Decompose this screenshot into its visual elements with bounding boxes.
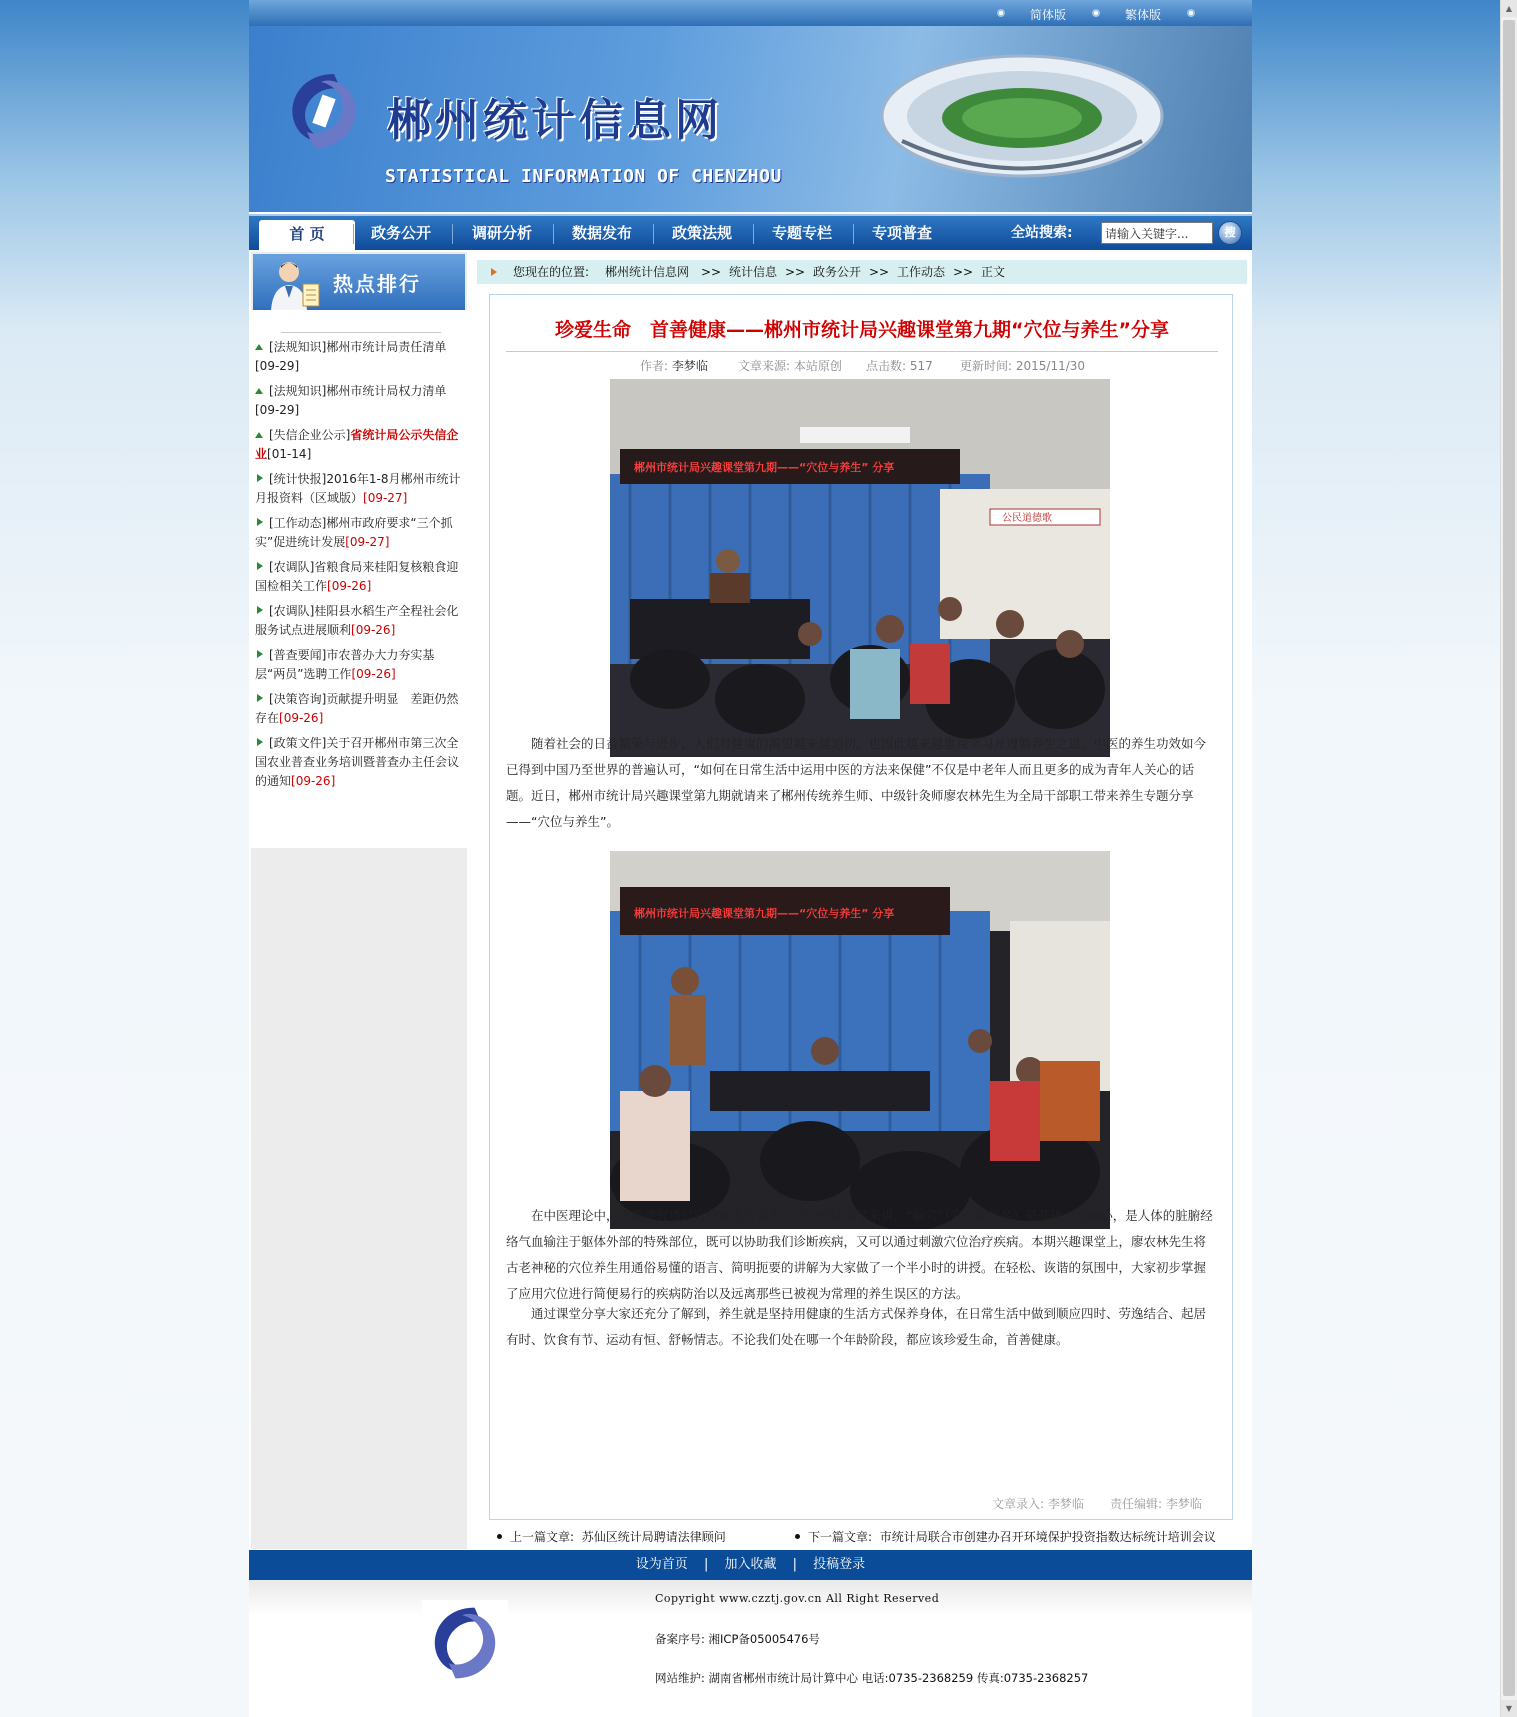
- set-homepage-link[interactable]: 设为首页: [635, 1557, 688, 1572]
- footer-logo-icon: [421, 1600, 509, 1686]
- right-arrow-icon: [257, 474, 263, 482]
- hot-list-item[interactable]: [255, 470, 463, 508]
- hot-item-title[interactable]: [工作动态]郴州市政府要求“三个抓实”促进统计发展: [255, 516, 453, 549]
- hot-list-item[interactable]: [255, 426, 463, 464]
- hot-list-item[interactable]: [255, 690, 463, 728]
- prev-article-link[interactable]: 苏仙区统计局聘请法律顾问: [581, 1530, 726, 1544]
- simplified-link[interactable]: 简体版: [1030, 8, 1067, 22]
- hot-list-item[interactable]: [255, 514, 463, 552]
- article-box: [489, 294, 1233, 1520]
- hot-list-item[interactable]: [255, 734, 463, 791]
- prev-article[interactable]: 上一篇文章: 苏仙区统计局聘请法律顾问: [497, 1528, 726, 1545]
- add-favorite-link[interactable]: 加入收藏: [724, 1557, 777, 1572]
- site-title: 郴州统计信息网: [387, 95, 723, 146]
- hot-item-title[interactable]: [决策咨询]贡献提升明显 差距仍然存在: [255, 692, 459, 725]
- bullet-icon: [795, 1534, 800, 1539]
- article-title: 珍爱生命 首善健康——郴州市统计局兴趣课堂第九期“穴位与养生”分享: [555, 319, 1169, 341]
- right-arrow-icon: [257, 518, 263, 526]
- hot-item-date: [09-26]: [351, 623, 396, 637]
- bullet-icon: [997, 9, 1005, 17]
- hot-item-title[interactable]: [农调队]桂阳县水稻生产全程社会化服务试点进展顺利: [255, 604, 459, 637]
- header-banner: [249, 26, 1252, 212]
- breadcrumb-label: 您现在的位置:: [513, 265, 590, 279]
- nav-research[interactable]: 调研分析: [471, 224, 532, 242]
- article-source: 文章来源: 本站原创: [738, 359, 842, 373]
- nav-policy[interactable]: 政策法规: [671, 224, 732, 242]
- search-label: 全站搜索:: [1011, 225, 1073, 241]
- hot-item-title[interactable]: [政策文件]关于召开郴州市第三次全国农业普查业务培训暨普查办主任会议的通知: [255, 736, 460, 788]
- breadcrumb-home[interactable]: 郴州统计信息网: [605, 265, 690, 279]
- hot-item-title[interactable]: [法规知识]郴州市统计局权力清单: [269, 384, 447, 398]
- breadcrumb-current: 正文: [981, 265, 1006, 279]
- sidebar: [251, 252, 467, 1549]
- breadcrumb-news[interactable]: 工作动态: [897, 265, 946, 279]
- hot-item-title[interactable]: [法规知识]郴州市统计局责任清单: [269, 340, 447, 354]
- link-separator: |: [792, 1557, 798, 1572]
- bullet-icon: [1092, 9, 1100, 17]
- article-paragraph-3: 通过课堂分享大家还充分了解到，养生就是坚持用健康的生活方式保养身体，在日常生活中做到顺应四时、劳逸结合、起居有时、饮食有节、运动有恒、舒畅情志。不论我们处在哪一个年龄阶段，都应该珍爱生命，首善健康。: [506, 1306, 1207, 1347]
- hot-item-title[interactable]: [普查要闻]市农普办大力夯实基层“两员”选聘工作: [255, 648, 435, 681]
- up-arrow-icon: [255, 388, 263, 394]
- classroom-photo-2: [610, 851, 1110, 1229]
- svg-text:公民道德歌: 公民道德歌: [1002, 513, 1052, 524]
- main-nav: [249, 214, 1252, 250]
- hot-list-item[interactable]: [255, 646, 463, 684]
- hot-item-date: [09-26]: [291, 774, 336, 788]
- hot-item-date: [09-29]: [255, 403, 300, 417]
- hot-item-date: [09-27]: [363, 491, 408, 505]
- hot-item-title[interactable]: [统计快报]2016年1-8月郴州市统计月报资料（区域版）: [255, 472, 461, 505]
- footer-links: [249, 1550, 1252, 1580]
- article-entry: 文章录入: 李梦临: [992, 1497, 1084, 1511]
- breadcrumb-stats[interactable]: 统计信息: [729, 265, 778, 279]
- maintainer-text: 网站维护: 湖南省郴州市统计局计算中心 电话:0735-2368259 传真:0735-2368257: [655, 1671, 1089, 1685]
- breadcrumb-sep: >>: [869, 265, 890, 279]
- scroll-up-icon[interactable]: ▲: [1501, 0, 1517, 17]
- hot-item-category: [失信企业公示]: [269, 428, 351, 442]
- vertical-scrollbar[interactable]: [1500, 0, 1517, 1717]
- breadcrumb-sep: >>: [701, 265, 722, 279]
- nav-census[interactable]: 专项普查: [871, 224, 932, 242]
- page-container: [249, 0, 1252, 1717]
- hot-ranking-header: [253, 254, 465, 310]
- stadium-image: [872, 46, 1172, 186]
- hot-list-item[interactable]: [255, 602, 463, 640]
- right-arrow-icon: [257, 562, 263, 570]
- hot-item-title[interactable]: 省统计局公示失信企业: [255, 428, 459, 461]
- next-article-link[interactable]: 市统计局联合市创建办召开环境保护投资指数达标统计培训会议: [879, 1530, 1216, 1544]
- link-separator: |: [703, 1557, 709, 1572]
- classroom-photo-1: [610, 379, 1110, 757]
- search-button[interactable]: 搜: [1218, 221, 1242, 245]
- nav-divider: [452, 224, 453, 244]
- scroll-down-icon[interactable]: ▼: [1501, 1700, 1517, 1717]
- article-paragraph-2: 在中医理论中，主要讲究通过穴位来进行养生。从中医针灸学来讲，“腧穴”（穴位的学名）是基础、是核心，是人体的脏腑经络气血输注于躯体外部的特殊部位，既可以协助我们诊断疾病，又可以通过刺激穴位治疗疾病。本期兴趣课堂上，廖农林先生将古老神秘的穴位养生用通俗易懂的语言、简明扼要的讲解为大家做了一个半小时的讲授。在轻松、诙谐的氛围中，大家初步掌握了应用穴位进行简便易行的疾病防治以及远离那些已被视为常理的养生误区的方法。: [506, 1208, 1213, 1301]
- up-arrow-icon: [255, 344, 263, 350]
- icp-text: 备案序号: 湘ICP备05005476号: [655, 1632, 820, 1646]
- site-subtitle: STATISTICAL INFORMATION OF CHENZHOU: [385, 166, 782, 187]
- nav-home[interactable]: 首 页: [259, 220, 355, 250]
- hot-item-date: [09-26]: [351, 667, 396, 681]
- right-arrow-icon: [257, 694, 263, 702]
- article-paragraph-1: 随着社会的日益繁荣与进步，人们对健康的渴望越来越迫切，也因此越来越重视学习并遵循养生之道。中医的养生功效如今已得到中国乃至世界的普遍认可，“如何在日常生活中运用中医的方法来保健”不仅是中老年人而且更多的成为青年人关心的话题。近日，郴州市统计局兴趣课堂第九期就请来了郴州传统养生师、中级针灸师廖农林先生为全局干部职工带来养生专题分享——“穴位与养生”。: [506, 736, 1207, 829]
- footer: [249, 1580, 1252, 1700]
- title-divider: [506, 351, 1218, 352]
- article-hits: 点击数: 517: [866, 359, 933, 373]
- right-arrow-icon: [257, 738, 263, 746]
- up-arrow-icon: [255, 432, 263, 438]
- article-updated: 更新时间: 2015/11/30: [960, 359, 1086, 373]
- hot-item-date: [09-27]: [345, 535, 390, 549]
- bullet-icon: [497, 1534, 502, 1539]
- traditional-link[interactable]: 繁体版: [1125, 8, 1162, 22]
- right-arrow-icon: [257, 650, 263, 658]
- led-banner-text: 郴州市统计局兴趣课堂第九期——“穴位与养生” 分享: [634, 907, 895, 920]
- hot-list-item[interactable]: [255, 558, 463, 596]
- nav-topics[interactable]: 专题专栏: [771, 224, 832, 242]
- hot-item-date: [09-26]: [327, 579, 372, 593]
- scrollbar-thumb[interactable]: [1503, 20, 1515, 1696]
- breadcrumb: [477, 260, 1247, 284]
- hot-item-date: [09-26]: [279, 711, 324, 725]
- hot-list-item[interactable]: [255, 338, 463, 376]
- next-article[interactable]: 下一篇文章: 市统计局联合市创建办召开环境保护投资指数达标统计培训会议: [795, 1528, 1216, 1545]
- divider: [281, 332, 441, 333]
- submit-login-link[interactable]: 投稿登录: [813, 1557, 866, 1572]
- top-strip: [249, 0, 1252, 26]
- breadcrumb-sep: >>: [953, 265, 974, 279]
- search-input[interactable]: [1101, 222, 1213, 244]
- nav-government[interactable]: 政务公开: [370, 224, 431, 242]
- sidebar-title: 热点排行: [333, 272, 421, 296]
- hot-item-date: [01-14]: [267, 447, 312, 461]
- nav-data[interactable]: 数据发布: [571, 224, 632, 242]
- hot-list: [251, 310, 467, 848]
- arrow-right-icon: [491, 268, 497, 276]
- article-editor: 责任编辑: 李梦临: [1110, 1497, 1202, 1511]
- right-arrow-icon: [257, 606, 263, 614]
- breadcrumb-sep: >>: [785, 265, 806, 279]
- hot-item-title[interactable]: [农调队]省粮食局来桂阳复核粮食迎国检相关工作: [255, 560, 459, 593]
- bullet-icon: [1187, 9, 1195, 17]
- hot-list-item[interactable]: [255, 382, 463, 420]
- site-logo-icon: [279, 66, 369, 156]
- copyright-text: Copyright www.czztj.gov.cn All Right Reserved: [655, 1592, 940, 1605]
- led-banner-text: 郴州市统计局兴趣课堂第九期——“穴位与养生” 分享: [634, 461, 895, 474]
- hot-item-date: [09-29]: [255, 359, 300, 373]
- person-icon: [265, 258, 323, 310]
- article-author: 作者: 李梦临: [640, 359, 708, 373]
- breadcrumb-government[interactable]: 政务公开: [813, 265, 862, 279]
